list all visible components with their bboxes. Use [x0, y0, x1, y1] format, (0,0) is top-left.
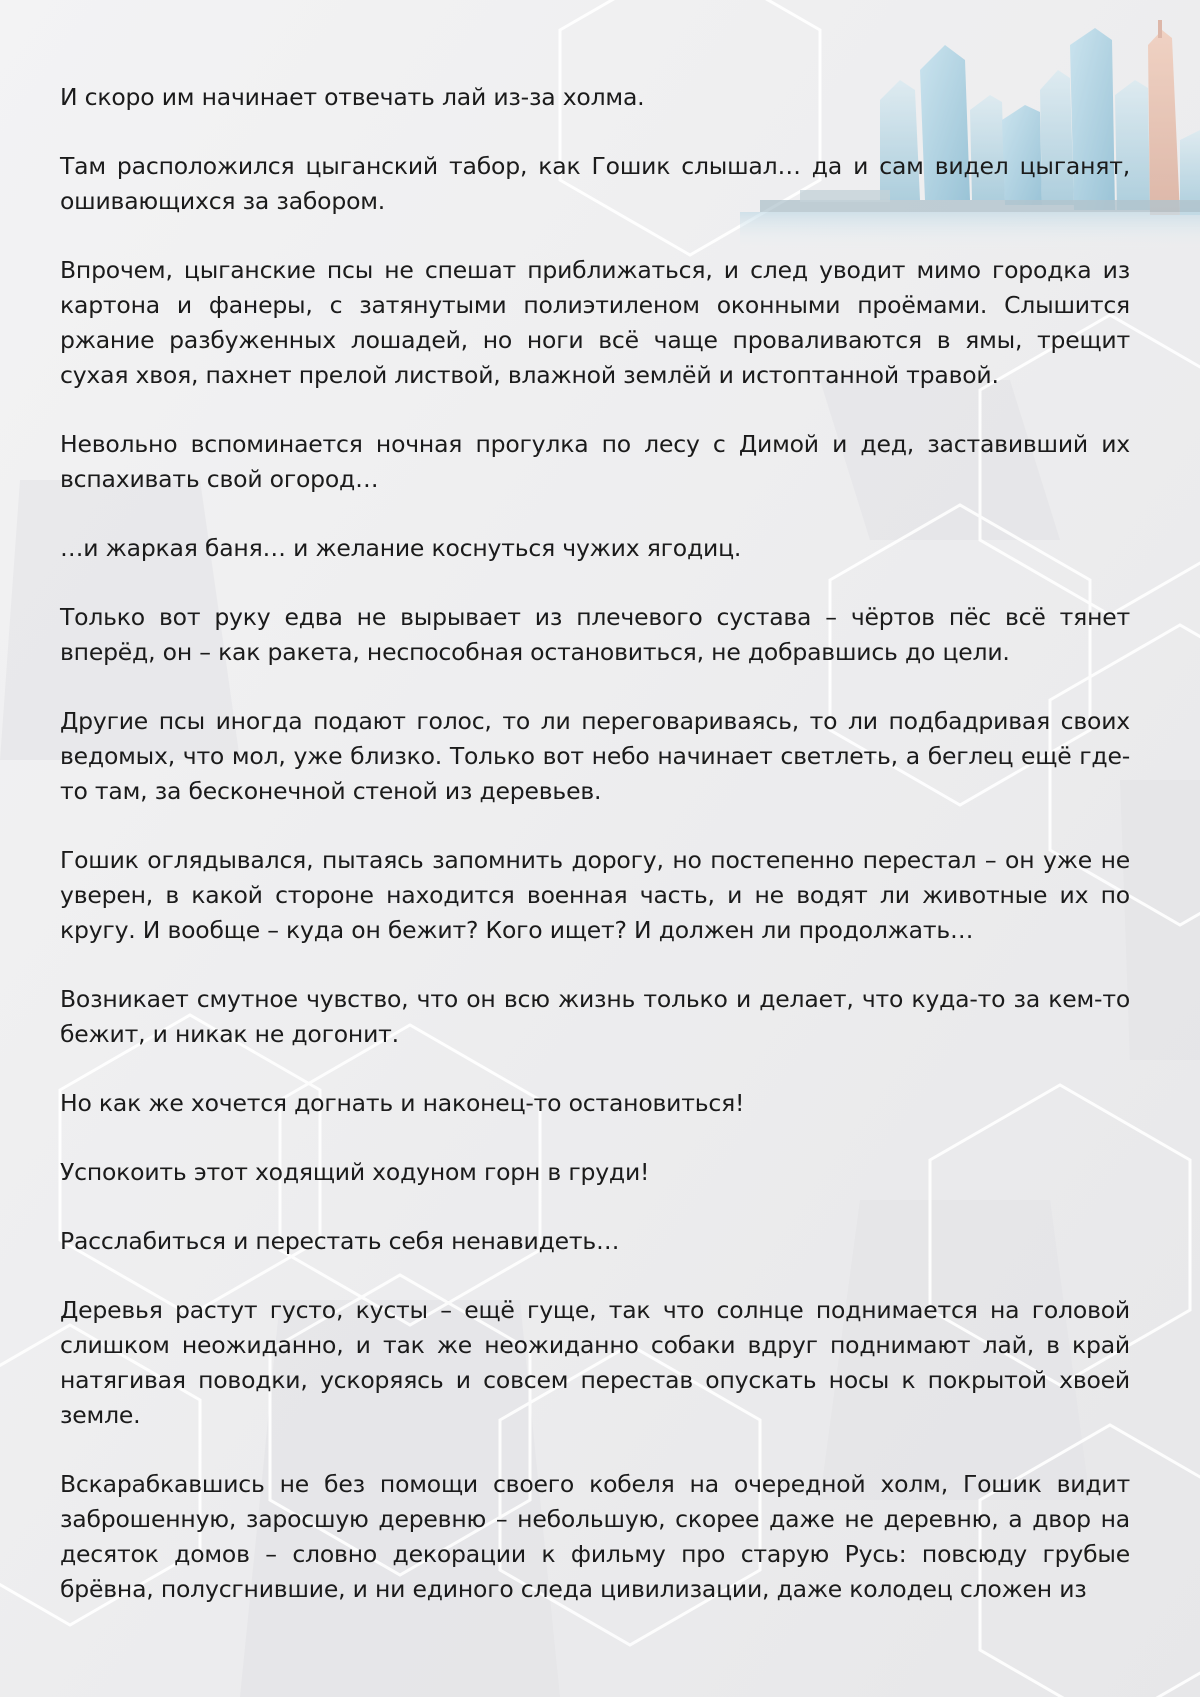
paragraph: Там расположился цыганский табор, как Гошик слышал… да и сам видел цыганят, ошивающихся за забором.	[60, 152, 1130, 215]
paragraph: Только вот руку едва не вырывает из плечевого сустава – чёртов пёс всё тянет вперёд, он – как ракета, неспособная остановиться, не добравшись до цели.	[60, 603, 1130, 666]
paragraph: Но как же хочется догнать и наконец-то остановиться!	[60, 1089, 745, 1117]
paragraph: Возникает смутное чувство, что он всю жизнь только и делает, что куда-то за кем-то бежит, и никак не догонит.	[60, 985, 1130, 1048]
paragraph: Деревья растут густо, кусты – ещё гуще, так что солнце поднимается на головой слишком неожиданно, и так же неожиданно собаки вдруг поднимают лай, в край натягивая поводки, ускоряясь и совсем перестав опускать носы к покрытой хвоей земле.	[60, 1296, 1130, 1429]
paragraph: Гошик оглядывался, пытаясь запомнить дорогу, но постепенно перестал – он уже не уверен, в какой стороне находится военная часть, и не водят ли животные их по кругу. И вообще – куда он бежит? Кого ищет? И должен ли продолжать…	[60, 846, 1130, 944]
document-page	[60, 80, 1130, 1641]
paragraph: Успокоить этот ходящий ходуном горн в груди!	[60, 1158, 650, 1186]
paragraph: Вскарабкавшись не без помощи своего кобеля на очередной холм, Гошик видит заброшенную, заросшую деревню – небольшую, скорее даже не деревню, а двор на десяток домов – словно декорации к фильму про старую Русь: повсюду грубые брёвна, полусгнившие, и ни единого следа цивилизации, даже колодец сложен из	[60, 1470, 1130, 1603]
paragraph: …и жаркая баня… и желание коснуться чужих ягодиц.	[60, 534, 742, 562]
paragraph: Расслабиться и перестать себя ненавидеть…	[60, 1227, 620, 1255]
paragraph: Другие псы иногда подают голос, то ли переговариваясь, то ли подбадривая своих ведомых, что мол, уже близко. Только вот небо начинает светлеть, а беглец ещё где-то там, за бесконечной стеной из деревьев.	[60, 707, 1130, 805]
paragraph: И скоро им начинает отвечать лай из-за холма.	[60, 83, 645, 111]
paragraph: Невольно вспоминается ночная прогулка по лесу с Димой и дед, заставивший их вспахивать свой огород…	[60, 430, 1130, 493]
paragraph: Впрочем, цыганские псы не спешат приближаться, и след уводит мимо городка из картона и фанеры, с затянутыми полиэтиленом оконными проёмами. Слышится ржание разбуженных лошадей, но ноги всё чаще проваливаются в ямы, трещит сухая хвоя, пахнет прелой листвой, влажной землёй и истоптанной травой.	[60, 256, 1130, 389]
